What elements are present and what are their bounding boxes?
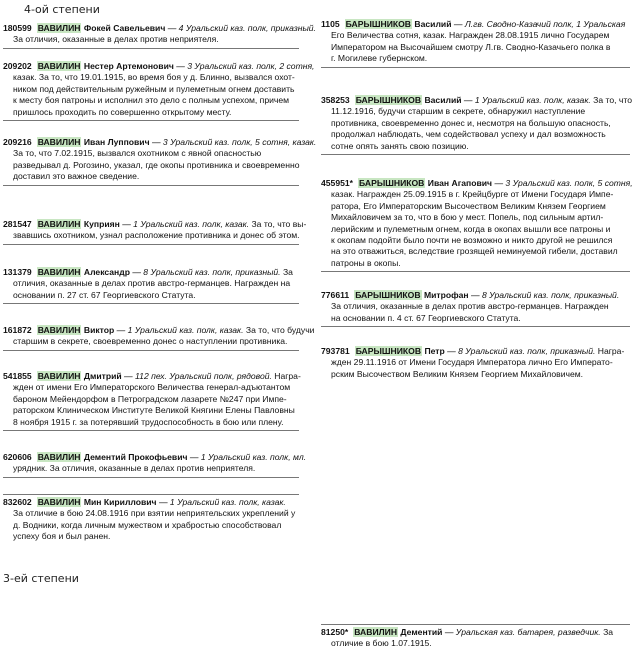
record-text-line: Михайловичем за то, что в бою у мест. Попель, под сильным артил- — [331, 212, 604, 223]
record-name: Митрофан — [423, 290, 469, 300]
record-text-tail: Награ- — [597, 346, 625, 356]
record-text-line: Его Величества сотня, казак. Награжден 28.08.1915 лично Государем — [331, 30, 610, 41]
record-rank: — Л.гв. Сводно-Казачий полк, 1 Уральская — [453, 19, 626, 29]
record-text-line: на это отважиться, вследствие грозящей неминуемой гибели, доставил — [331, 246, 618, 257]
record-541855 — [3, 371, 299, 431]
record-text-tail: За — [282, 267, 293, 277]
record-text-line: звавшись охотником, узнал расположение противника и донес об этом. — [13, 230, 300, 241]
record-text-line: продолжал наблюдать, чем содействовал успеху и дал возможность — [331, 129, 606, 140]
record-surname: ВАВИЛИН — [37, 452, 81, 462]
record-rank: — 112 пех. Уральский полк, рядовой. — [124, 371, 272, 381]
record-81250 — [321, 624, 630, 650]
record-text-line: патроны в окопы. — [331, 257, 401, 268]
record-number: 209216 — [3, 137, 32, 147]
record-text-line: За отличие в бою 24.08.1916 при взятии неприятельских укреплений у — [13, 508, 296, 519]
record-surname: БАРЫШНИКОВ — [359, 178, 425, 188]
record-number: 776611 — [321, 290, 350, 300]
record-text-line: д. Водники, когда личным мужеством и храбростью способствовал — [13, 519, 282, 530]
record-rank: — 1 Уральский каз. полк, казак. — [158, 497, 286, 507]
record-209216 — [3, 137, 317, 186]
record-rank: — 4 Уральский каз. полк, приказный. — [167, 23, 316, 33]
record-number: 541855 — [3, 371, 32, 381]
record-rank: — 1 Уральский каз. полк, мл. — [189, 452, 307, 462]
record-text-line: г. Могилеве губернском. — [331, 53, 428, 64]
record-text-line: сотне опять занять свою позицию. — [331, 140, 469, 151]
record-rank: — 1 Уральский каз. полк, казак. — [116, 325, 244, 335]
record-rank: — 3 Уральский каз. полк, 5 сотня, — [494, 178, 633, 188]
record-text-tail: За то, что вы- — [251, 219, 307, 229]
record-text-line: отличие в бою 1.07.1915. — [331, 638, 432, 649]
record-text-line: За отличия, оказанные в делах против неприятеля. — [13, 34, 219, 45]
record-number: 161872 — [3, 325, 32, 335]
record-number: 455951* — [321, 178, 354, 188]
record-number: 832602 — [3, 497, 32, 507]
record-surname: ВАВИЛИН — [37, 371, 81, 381]
heading-fourth-degree: 4-ой степени — [24, 3, 100, 16]
record-surname: БАРЫШНИКОВ — [345, 19, 412, 29]
record-name: Дементий — [400, 627, 443, 637]
record-text-line: противника, своевременно донес и, несмотря на большую опасность, — [331, 117, 611, 128]
record-name: Иван Агапович — [427, 178, 493, 188]
record-name: Куприян — [83, 219, 120, 229]
record-text-line: ником под действительным ружейным и пулеметным огнем доставить — [13, 83, 295, 94]
record-text-line: За отличия, оказанные в делах против австро-германцев. Награжден — [331, 301, 609, 312]
record-name: Иван Луппович — [83, 137, 150, 147]
record-209202 — [3, 61, 315, 121]
heading-third-degree: 3-ей степени — [3, 572, 79, 585]
record-text-tail: За — [603, 627, 614, 637]
record-text-line: к месту боя патроны и исполнил это дело с полным успехом, причем — [13, 95, 290, 106]
record-number: 358253 — [321, 95, 350, 105]
record-rank: — 8 Уральский каз. полк, приказный. — [470, 290, 620, 300]
record-name: Петр — [424, 346, 445, 356]
record-rank: — 1 Уральский каз. полк, казак. — [122, 219, 250, 229]
record-surname: БАРЫШНИКОВ — [355, 95, 422, 105]
record-text-line: бароном Мейендорфом в Петроградском лазарете №247 при Импе- — [13, 393, 287, 404]
record-text-line: казак. Награжден 25.09.1915 в г. Крейцбурге от Имени Государя Импе- — [331, 189, 614, 200]
record-text-line: лерийским и пулеметным огнем, когда в окопах вышли все патроны и — [331, 223, 611, 234]
record-text-line: разведывал д. Рогозино, указал, где окопы противника и своевременно — [13, 159, 300, 170]
record-1105 — [321, 19, 630, 68]
record-number: 81250* — [321, 627, 349, 637]
record-text-line: За то, что 7.02.1915, вызвался охотником с явной опасностью — [13, 148, 262, 159]
record-surname: ВАВИЛИН — [37, 137, 81, 147]
record-text-line: отличия, оказанные в делах против австро-германцев. Награжден на — [13, 278, 291, 289]
record-text-line: жден от имени Его Императорского Величества генерал-адъютантом — [13, 382, 291, 393]
record-name: Дементий Прокофьевич — [83, 452, 188, 462]
record-surname: ВАВИЛИН — [37, 325, 81, 335]
record-number: 793781 — [321, 346, 350, 356]
record-surname: ВАВИЛИН — [37, 219, 81, 229]
record-number: 180599 — [3, 23, 32, 33]
record-name: Виктор — [83, 325, 115, 335]
record-number: 620606 — [3, 452, 32, 462]
record-rank: — Уральская каз. батарея, разведчик. — [444, 627, 601, 637]
record-131379 — [3, 267, 299, 304]
record-name: Фокей Савельевич — [83, 23, 166, 33]
record-text-line: Императором на Высочайшем смотру Л.гв. Сводно-Казачьего полка в — [331, 41, 611, 52]
record-text-line: жден 29.11.1916 от Имени Государя Императора лично Его Императо- — [331, 357, 613, 368]
record-text-line: казак. За то, что 19.01.1915, во время боя у д. Блинно, вызвался охот- — [13, 72, 295, 83]
record-name: Василий — [424, 95, 462, 105]
record-text-line: на основании п. 4 ст. 67 Георгиевского Статута. — [331, 312, 521, 323]
record-455951 — [321, 178, 633, 272]
record-surname: ВАВИЛИН — [37, 23, 81, 33]
record-793781 — [321, 346, 630, 380]
record-180599 — [3, 23, 316, 49]
record-surname: БАРЫШНИКОВ — [355, 346, 422, 356]
record-surname: ВАВИЛИН — [354, 627, 398, 637]
record-number: 209202 — [3, 61, 32, 71]
record-rank: — 3 Уральский каз. полк, 5 сотня, казак. — [151, 137, 317, 147]
record-358253 — [321, 95, 633, 155]
record-number: 1105 — [321, 19, 340, 29]
record-620606 — [3, 452, 307, 478]
record-name: Александр — [83, 267, 130, 277]
record-text-tail: Награ- — [274, 371, 301, 381]
record-name: Нестер Артемонович — [83, 61, 174, 71]
record-text-line: раторском Клиническом Институте Великой Княгини Елены Павловны — [13, 405, 295, 416]
record-text-line: пришлось проходить по совершенно открытому месту. — [13, 106, 232, 117]
record-text-tail: За то, что — [593, 95, 633, 105]
record-text-line: к окопам подойти было почти не возможно и никто другой не решился — [331, 235, 613, 246]
record-text-line: 8 ноября 1915 г. за потерявший трудоспособность в бою или плену. — [13, 416, 284, 427]
record-text-line: доставил это важное сведение. — [13, 171, 140, 182]
record-text-line: успеху боя и был ранен. — [13, 531, 111, 542]
record-text-line: ратора, Его Императорским Высочеством Великим Князем Георгием — [331, 200, 606, 211]
record-surname: ВАВИЛИН — [37, 267, 81, 277]
record-281547 — [3, 219, 307, 245]
record-776611 — [321, 290, 630, 327]
record-surname: ВАВИЛИН — [37, 61, 81, 71]
record-surname: БАРЫШНИКОВ — [355, 290, 421, 300]
record-name: Василий — [414, 19, 452, 29]
record-text-tail: За то, что будучи — [245, 325, 315, 335]
record-number: 131379 — [3, 267, 32, 277]
record-rank: — 8 Уральский каз. полк, приказный. — [132, 267, 281, 277]
record-rank: — 8 Уральский каз. полк, приказный. — [447, 346, 596, 356]
record-number: 281547 — [3, 219, 32, 229]
record-text-line: старшим в секрете, своевременно донес о наступлении противника. — [13, 336, 288, 347]
record-name: Мин Кириллович — [83, 497, 157, 507]
record-surname: ВАВИЛИН — [37, 497, 81, 507]
record-rank: — 1 Уральский каз. полк, казак. — [463, 95, 591, 105]
record-name: Дмитрий — [83, 371, 122, 381]
record-text-line: 11.12.1916, будучи старшим в секрете, обнаружил наступление — [331, 106, 586, 117]
record-832602 — [3, 494, 299, 543]
record-text-line: основании п. 27 ст. 67 Георгиевского Статута. — [13, 289, 196, 300]
record-rank: — 3 Уральский каз. полк, 2 сотня, — [176, 61, 315, 71]
record-text-line: рским Высочеством Великим Князем Георгием Михайловичем. — [331, 368, 584, 379]
record-text-line: урядник. За отличия, оказанные в делах против неприятеля. — [13, 463, 256, 474]
record-161872 — [3, 325, 315, 351]
